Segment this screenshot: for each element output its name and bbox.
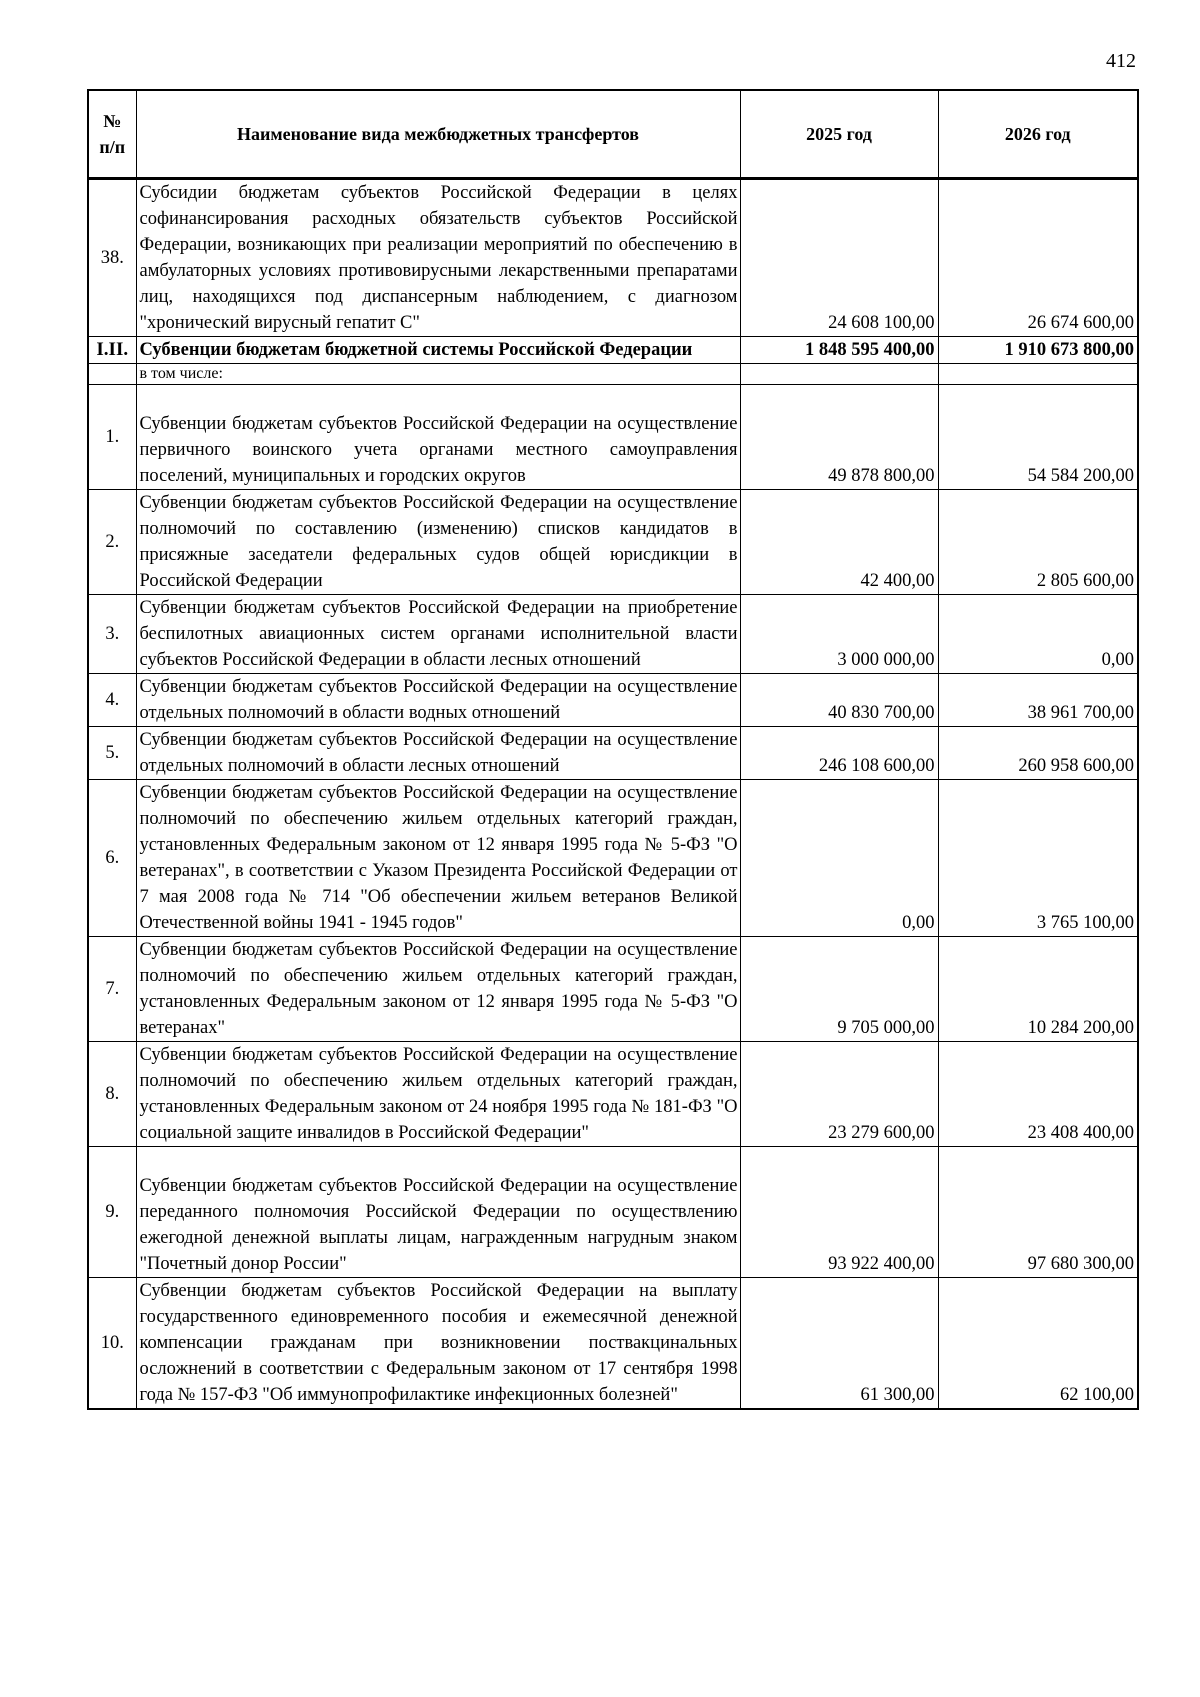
page-number: 412 xyxy=(1106,50,1136,72)
row-name: Субсидии бюджетам субъектов Российской Федерации в целях софинансирования расходных обязательств субъектов Российской Федерации, возникающих при реализации мероприятий по обеспечению в амбулаторных условиях противовирусными лекарственными препаратами лиц, находящихся под диспансерным наблюдением, с диагнозом "хронический вирусный гепатит С" xyxy=(136,179,740,337)
row-value-2026: 97 680 300,00 xyxy=(938,1147,1138,1278)
row-value-2025: 49 878 800,00 xyxy=(740,385,938,490)
row-num: 6. xyxy=(88,780,136,937)
table-row-section xyxy=(88,337,1138,364)
row-value-2026 xyxy=(938,364,1138,385)
header-num-label: № п/п xyxy=(99,111,126,157)
row-value-2025: 24 608 100,00 xyxy=(740,179,938,337)
row-num: 10. xyxy=(88,1278,136,1410)
row-name: Субвенции бюджетам субъектов Российской Федерации на осуществление полномочий по обеспечению жильем отдельных категорий граждан, установленных Федеральным законом от 24 ноября 1995 года № 181-ФЗ "О социальной защите инвалидов в Российской Федерации" xyxy=(136,1042,740,1147)
row-value-2025: 42 400,00 xyxy=(740,490,938,595)
row-name-cell xyxy=(136,385,740,490)
table-row xyxy=(88,937,1138,1042)
row-value-2025 xyxy=(740,364,938,385)
row-value-2025: 1 848 595 400,00 xyxy=(740,337,938,364)
row-name: Субвенции бюджетам субъектов Российской Федерации на осуществление отдельных полномочий в области лесных отношений xyxy=(136,727,740,780)
table-header-row xyxy=(88,90,1138,179)
row-num: 1. xyxy=(88,385,136,490)
row-num: 7. xyxy=(88,937,136,1042)
table-row xyxy=(88,490,1138,595)
table-row xyxy=(88,674,1138,727)
table-row xyxy=(88,1147,1138,1278)
table-row-subheading xyxy=(88,364,1138,385)
row-name: Субвенции бюджетам субъектов Российской Федерации на выплату государственного единовременного пособия и ежемесячной денежной компенсации гражданам при возникновении поствакцинальных осложнений в соответствии с Федеральным законом от 17 сентября 1998 года № 157-ФЗ "Об иммунопрофилактике инфекционных болезней" xyxy=(136,1278,740,1410)
row-value-2026: 26 674 600,00 xyxy=(938,179,1138,337)
row-num: 9. xyxy=(88,1147,136,1278)
row-name-cell xyxy=(136,1147,740,1278)
row-value-2026: 38 961 700,00 xyxy=(938,674,1138,727)
row-value-2025: 61 300,00 xyxy=(740,1278,938,1410)
row-num: I.II. xyxy=(88,337,136,364)
header-name: Наименование вида межбюджетных трансфертов xyxy=(136,90,740,179)
row-name: Субвенции бюджетам субъектов Российской Федерации на осуществление отдельных полномочий в области водных отношений xyxy=(136,674,740,727)
row-name: Субвенции бюджетам субъектов Российской Федерации на приобретение беспилотных авиационных систем органами исполнительной власти субъектов Российской Федерации в области лесных отношений xyxy=(136,595,740,674)
row-num: 8. xyxy=(88,1042,136,1147)
row-value-2025: 246 108 600,00 xyxy=(740,727,938,780)
table-row xyxy=(88,179,1138,337)
table-row xyxy=(88,1042,1138,1147)
row-value-2025: 93 922 400,00 xyxy=(740,1147,938,1278)
row-num: 38. xyxy=(88,179,136,337)
row-value-2026: 1 910 673 800,00 xyxy=(938,337,1138,364)
row-value-2026: 54 584 200,00 xyxy=(938,385,1138,490)
header-num xyxy=(88,90,136,179)
row-num: 5. xyxy=(88,727,136,780)
row-value-2025: 0,00 xyxy=(740,780,938,937)
table-row xyxy=(88,595,1138,674)
row-value-2026: 260 958 600,00 xyxy=(938,727,1138,780)
row-name: Субвенции бюджетам субъектов Российской Федерации на осуществление переданного полномочия Российской Федерации по осуществлению ежегодной денежной выплаты лицам, награжденным нагрудным знаком "Почетный донор России" xyxy=(139,1176,738,1274)
row-name: Субвенции бюджетам субъектов Российской Федерации на осуществление полномочий по обеспечению жильем отдельных категорий граждан, установленных Федеральным законом от 12 января 1995 года № 5-ФЗ "О ветеранах" xyxy=(136,937,740,1042)
row-value-2026: 23 408 400,00 xyxy=(938,1042,1138,1147)
row-value-2025: 40 830 700,00 xyxy=(740,674,938,727)
row-name: Субвенции бюджетам бюджетной системы Российской Федерации xyxy=(136,337,740,364)
row-value-2025: 3 000 000,00 xyxy=(740,595,938,674)
row-value-2026: 3 765 100,00 xyxy=(938,780,1138,937)
transfers-table xyxy=(87,89,1139,1410)
table-row xyxy=(88,727,1138,780)
row-value-2026: 2 805 600,00 xyxy=(938,490,1138,595)
row-value-2026: 62 100,00 xyxy=(938,1278,1138,1410)
row-value-2026: 10 284 200,00 xyxy=(938,937,1138,1042)
row-num xyxy=(88,364,136,385)
row-name: в том числе: xyxy=(136,364,740,385)
row-value-2025: 23 279 600,00 xyxy=(740,1042,938,1147)
header-2025: 2025 год xyxy=(740,90,938,179)
row-name: Субвенции бюджетам субъектов Российской Федерации на осуществление полномочий по обеспечению жильем отдельных категорий граждан, установленных Федеральным законом от 12 января 1995 года № 5-ФЗ "О ветеранах", в соответствии с Указом Президента Российской Федерации от 7 мая 2008 года № 714 "Об обеспечении жильем ветеранов Великой Отечественной войны 1941 - 1945 годов" xyxy=(136,780,740,937)
row-name: Субвенции бюджетам субъектов Российской Федерации на осуществление первичного воинского учета органами местного самоуправления поселений, муниципальных и городских округов xyxy=(139,414,738,486)
row-num: 4. xyxy=(88,674,136,727)
table-row xyxy=(88,780,1138,937)
table-row xyxy=(88,1278,1138,1410)
header-2026: 2026 год xyxy=(938,90,1138,179)
row-name: Субвенции бюджетам субъектов Российской Федерации на осуществление полномочий по составлению (изменению) списков кандидатов в присяжные заседатели федеральных судов общей юрисдикции в Российской Федерации xyxy=(136,490,740,595)
row-value-2025: 9 705 000,00 xyxy=(740,937,938,1042)
row-value-2026: 0,00 xyxy=(938,595,1138,674)
row-num: 2. xyxy=(88,490,136,595)
row-num: 3. xyxy=(88,595,136,674)
table-row xyxy=(88,385,1138,490)
